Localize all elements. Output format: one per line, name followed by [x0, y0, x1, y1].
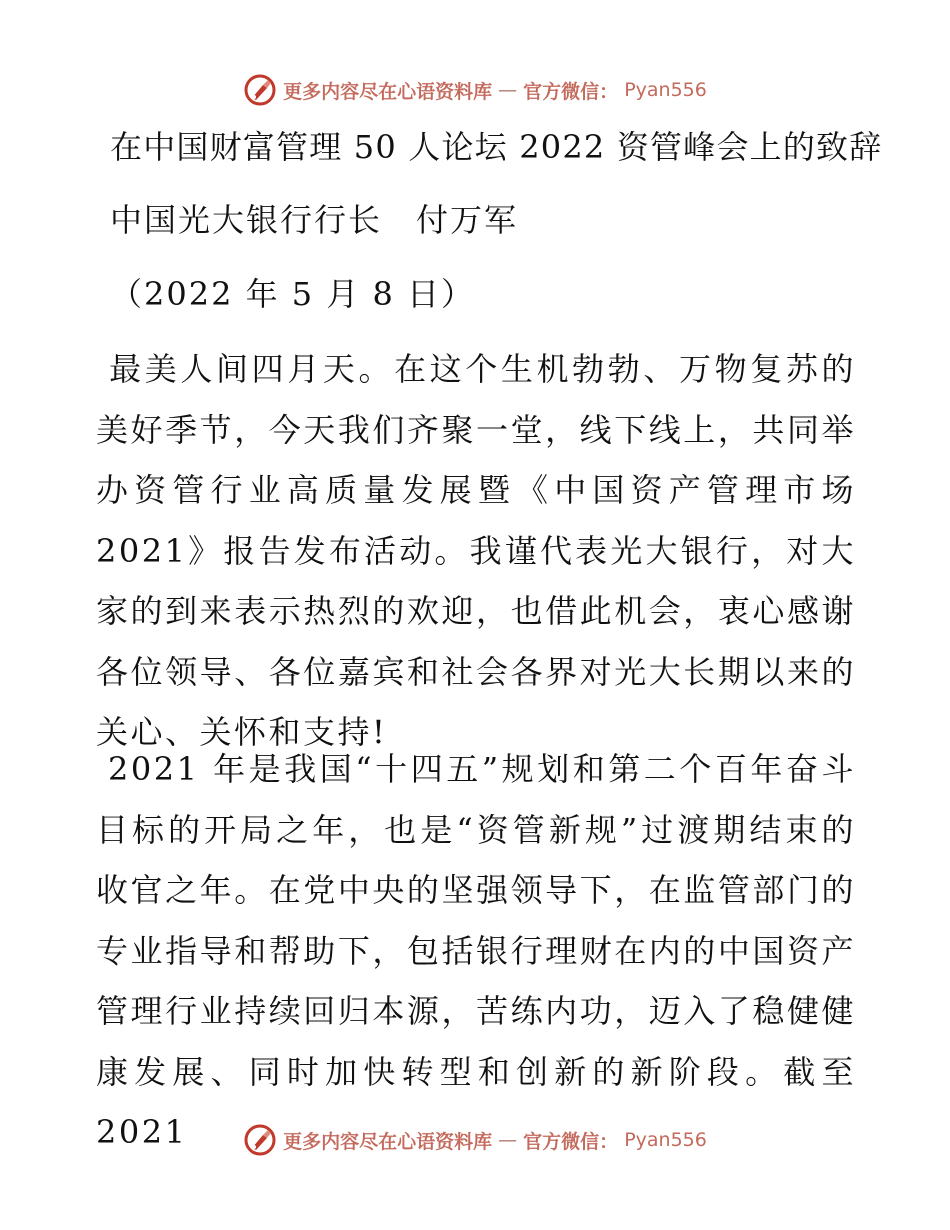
- document-date: （2022 年 5 月 8 日）: [110, 275, 476, 313]
- body-paragraph-2: [96, 739, 856, 1163]
- watermark-header: [0, 70, 950, 110]
- watermark-sub-text: 官方微信：: [523, 1130, 619, 1153]
- watermark-dash: —: [498, 1129, 518, 1151]
- paragraph-text: 2021 年是我国“十四五”规划和第二个百年奋斗目标的开局之年，也是“资管新规”过渡期结束的收官之年。在党中央的坚强领导下，在监管部门的专业指导和帮助下，包括银行理财在内的中国资产管理行业持续回归本源，苦练内功，迈入了稳健健康发展、同时加快转型和创新的新阶段。截至 2021: [96, 750, 856, 1151]
- pen-logo-icon: [243, 1123, 277, 1157]
- watermark-wechat-id: Pyan556: [624, 79, 707, 101]
- pen-logo-icon: [243, 73, 277, 107]
- paragraph-text: 最美人间四月天。在这个生机勃勃、万物复苏的美好季节，今天我们齐聚一堂，线下线上，共同举办资管行业高质量发展暨《中国资产管理市场 2021》报告发布活动。我谨代表光大银行，对大家的到来表示热烈的欢迎，也借此机会，衷心感谢各位领导、各位嘉宾和社会各界对光大长期以来的关心、关怀和支持!: [96, 350, 856, 751]
- watermark-wechat-id: Pyan556: [624, 1129, 707, 1151]
- body-paragraph-1: [96, 339, 856, 763]
- watermark-sub-text: 官方微信：: [523, 80, 619, 103]
- document-author: 中国光大银行行长 付万军: [110, 201, 519, 239]
- watermark-main-text: 更多内容尽在心语资料库: [283, 1130, 493, 1153]
- watermark-footer: [0, 1120, 950, 1160]
- watermark-dash: —: [498, 79, 518, 101]
- watermark-main-text: 更多内容尽在心语资料库: [283, 80, 493, 103]
- document-title: 在中国财富管理 50 人论坛 2022 资管峰会上的致辞: [110, 128, 883, 166]
